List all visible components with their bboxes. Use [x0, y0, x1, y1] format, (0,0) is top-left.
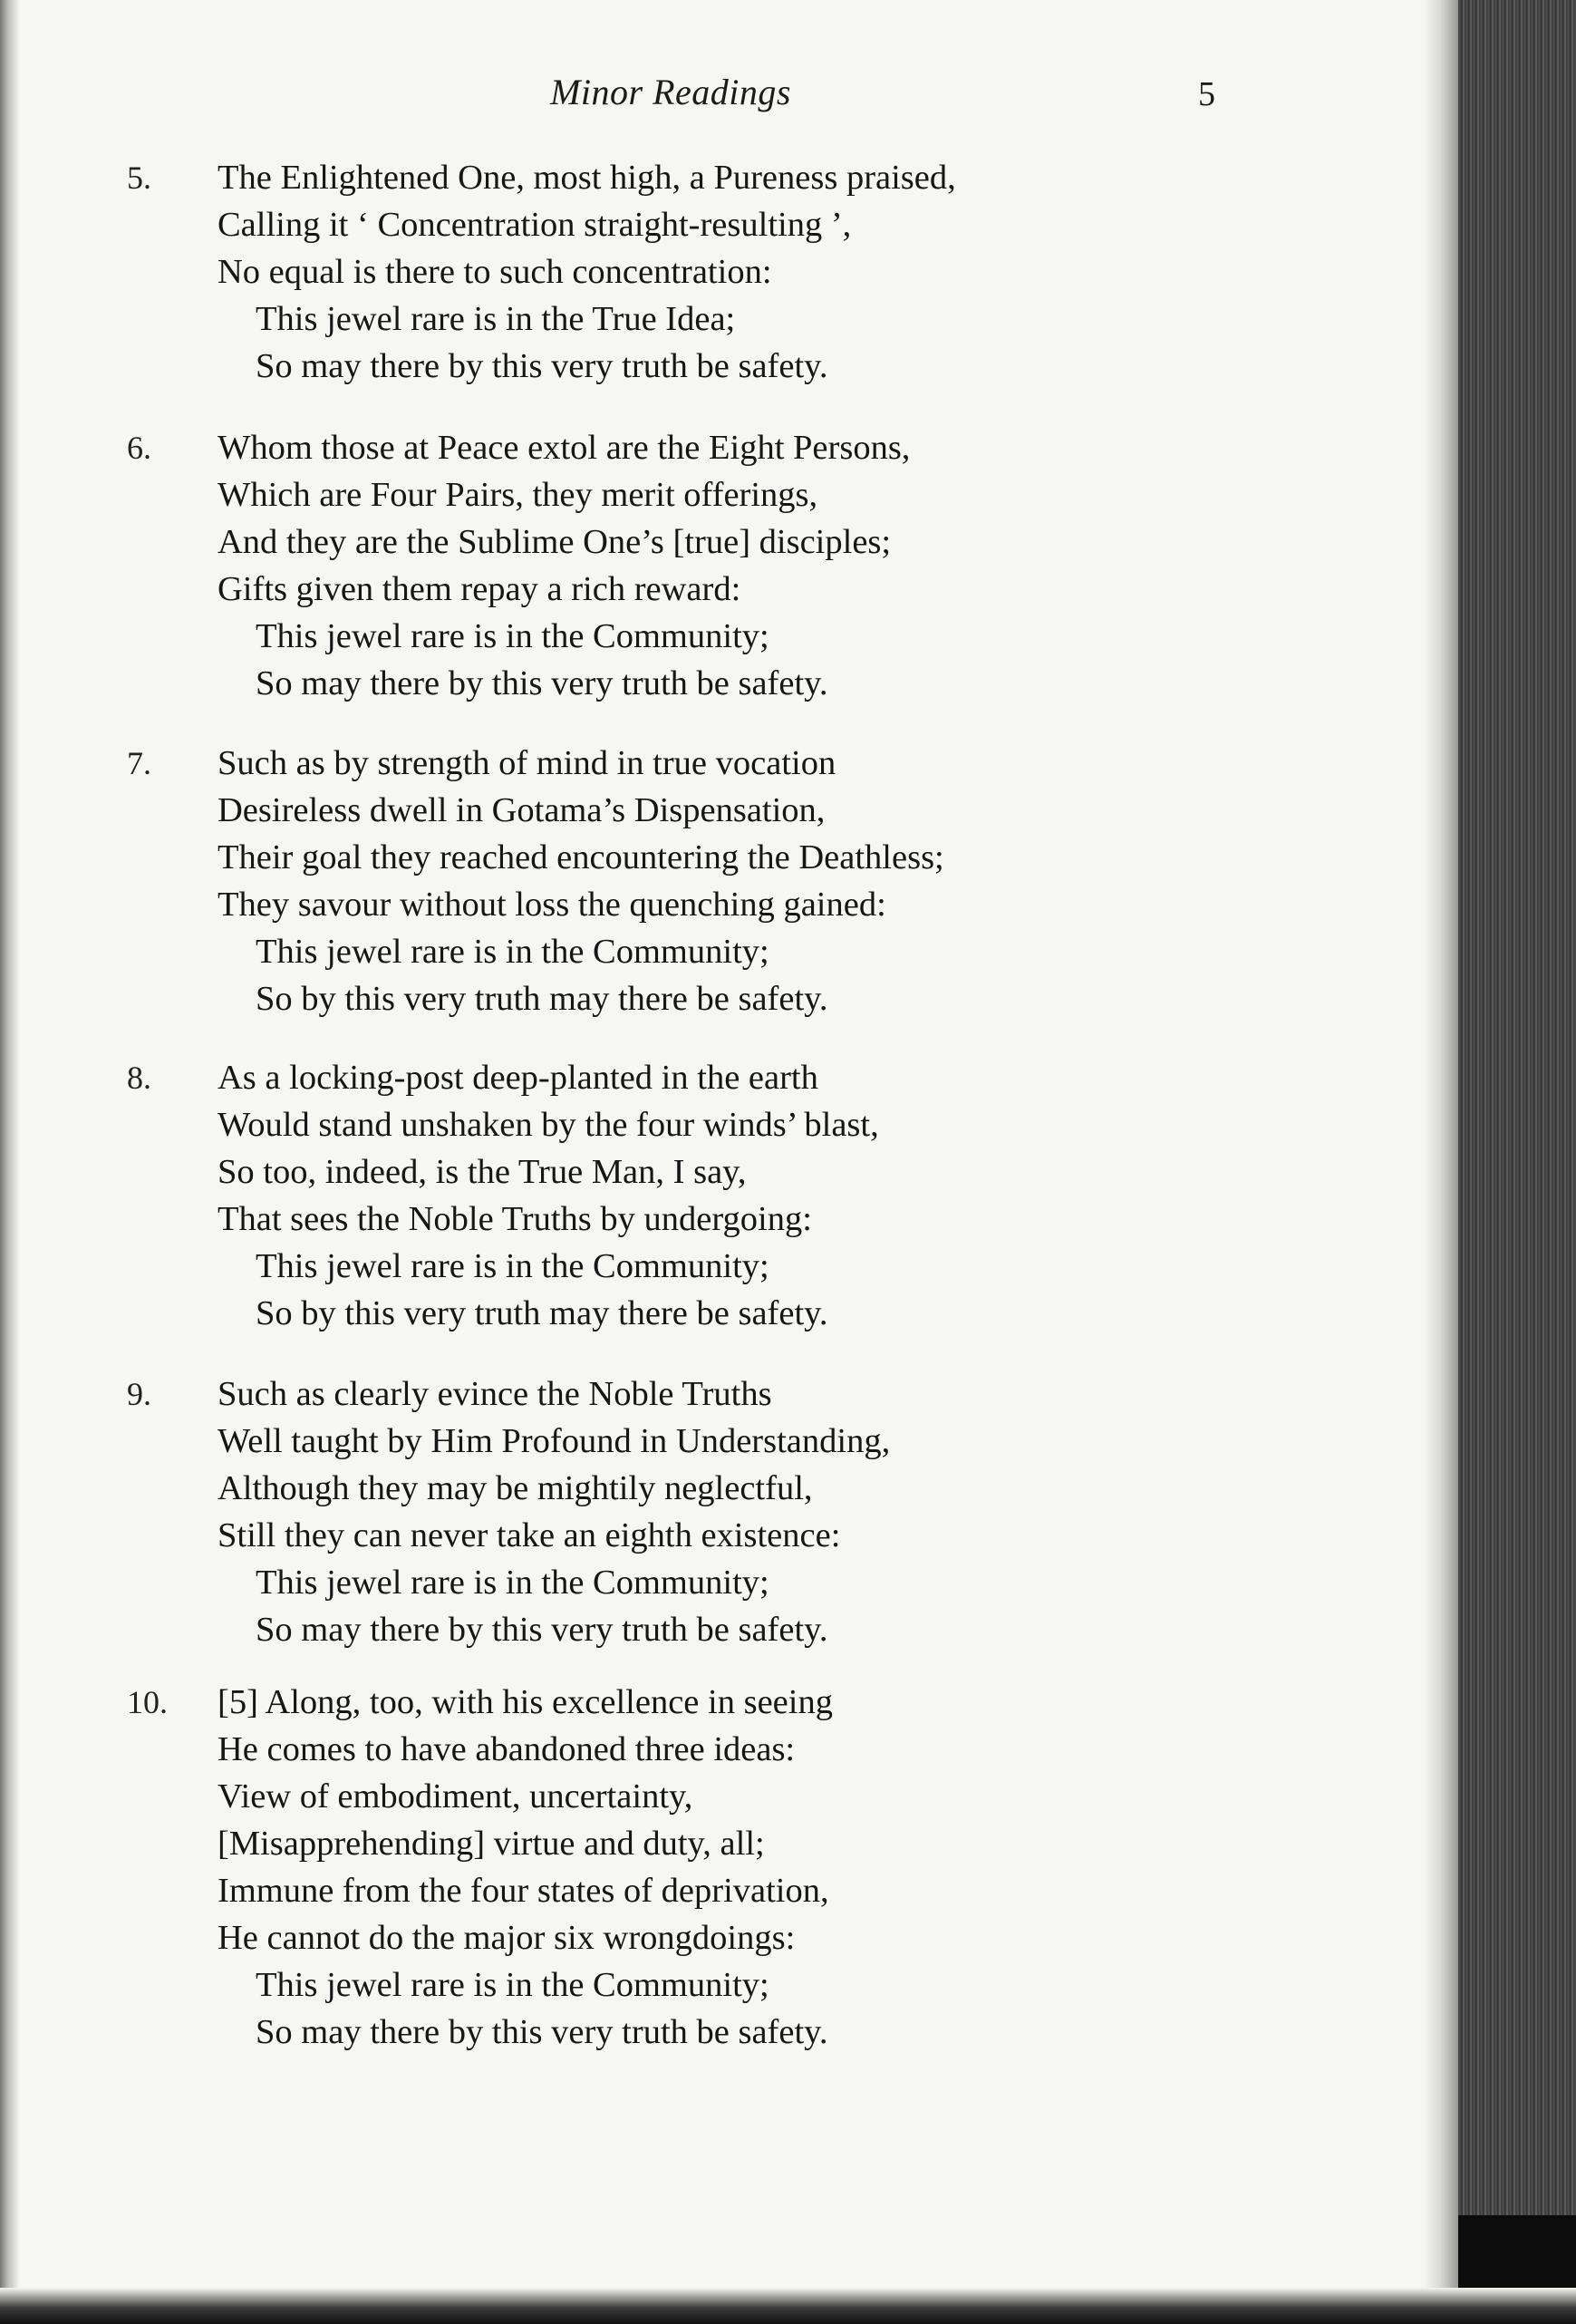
verse-line: View of embodiment, uncertainty,	[218, 1777, 693, 1816]
verse-line: [5] Along, too, with his excellence in seeing	[218, 1683, 833, 1721]
book-edge	[1458, 0, 1576, 2324]
verse-line: Still they can never take an eighth existence:	[218, 1516, 841, 1554]
verse-line: This jewel rare is in the Community;	[256, 617, 769, 655]
verse-line: This jewel rare is in the Community;	[256, 933, 769, 971]
verse-line: So may there by this very truth be safety.	[256, 664, 828, 702]
verse-line: So by this very truth may there be safety.	[256, 980, 828, 1018]
stanza-lines	[218, 1054, 879, 1337]
verse-line: As a locking-post deep-planted in the earth	[218, 1059, 818, 1097]
stanza-lines	[218, 740, 944, 1022]
page-number: 5	[1198, 75, 1215, 113]
stanza-number: 8.	[127, 1060, 151, 1096]
verse-line: And they are the Sublime One’s [true] disciples;	[218, 523, 892, 561]
verse-line: So too, indeed, is the True Man, I say,	[218, 1153, 747, 1191]
verse-line: Would stand unshaken by the four winds’ blast,	[218, 1106, 879, 1144]
verse-line: So may there by this very truth be safety.	[256, 347, 828, 385]
verse-line: The Enlightened One, most high, a Pureness praised,	[218, 159, 956, 197]
verse-line: Although they may be mightily neglectful,	[218, 1469, 813, 1507]
verse-line: So may there by this very truth be safety.	[256, 2013, 828, 2051]
running-head: Minor Readings	[550, 72, 791, 112]
verse-line: They savour without loss the quenching gained:	[218, 886, 886, 924]
verse-line: So may there by this very truth be safety.	[256, 1611, 828, 1649]
verse-line: Calling it ‘ Concentration straight-resulting ’,	[218, 206, 852, 244]
page-bottom-shadow	[0, 2288, 1576, 2324]
stanza-lines	[218, 1679, 833, 2056]
verse-line: [Misapprehending] virtue and duty, all;	[218, 1825, 765, 1863]
verse-line: Immune from the four states of deprivation,	[218, 1872, 829, 1910]
verse-line: Such as clearly evince the Noble Truths	[218, 1375, 772, 1413]
stanza-number: 5.	[127, 160, 151, 196]
verse-line: He cannot do the major six wrongdoings:	[218, 1919, 796, 1957]
stanza-number: 6.	[127, 430, 151, 466]
verse-line: Their goal they reached encountering the Deathless;	[218, 838, 944, 876]
stanza-lines	[218, 154, 956, 390]
verse-line: No equal is there to such concentration:	[218, 253, 772, 291]
verse-line: So by this very truth may there be safety.	[256, 1294, 828, 1332]
stanza-lines	[218, 424, 910, 707]
stanza-number: 7.	[127, 745, 151, 781]
verse-line: That sees the Noble Truths by undergoing:	[218, 1200, 812, 1238]
verse-line: Well taught by Him Profound in Understanding,	[218, 1422, 891, 1460]
verse-line: Whom those at Peace extol are the Eight Persons,	[218, 429, 911, 467]
verse-line: This jewel rare is in the True Idea;	[256, 300, 736, 338]
stanza-number: 10.	[127, 1684, 168, 1720]
verse-line: Which are Four Pairs, they merit offerings,	[218, 476, 818, 514]
verse-line: This jewel rare is in the Community;	[256, 1564, 769, 1602]
verse-line: This jewel rare is in the Community;	[256, 1966, 769, 2004]
verse-line: This jewel rare is in the Community;	[256, 1247, 769, 1285]
verse-line: He comes to have abandoned three ideas:	[218, 1730, 796, 1768]
verse-line: Desireless dwell in Gotama’s Dispensation,	[218, 791, 826, 829]
verse-line: Such as by strength of mind in true vocation	[218, 744, 836, 782]
stanza-lines	[218, 1370, 890, 1653]
stanza-number: 9.	[127, 1376, 151, 1412]
verse-line: Gifts given them repay a rich reward:	[218, 570, 741, 608]
